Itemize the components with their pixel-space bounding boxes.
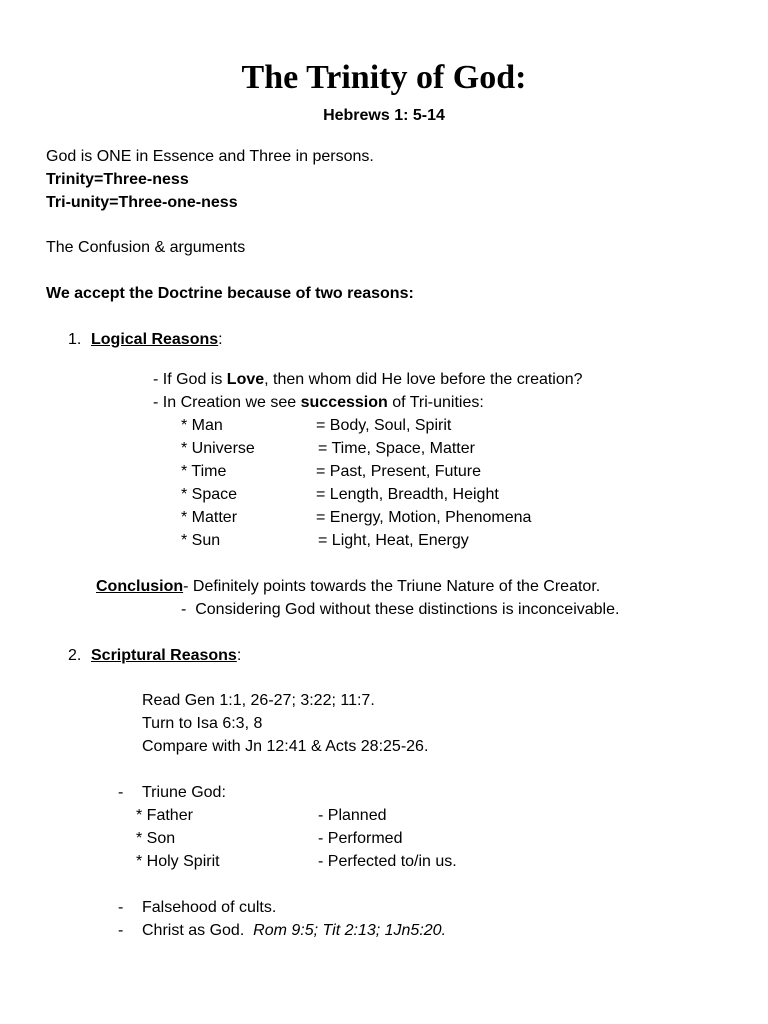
scripture-reference: Hebrews 1: 5-14: [323, 107, 445, 124]
section2-colon: :: [236, 647, 242, 664]
compare-line: Compare with Jn 12:41 & Acts 28:25-26.: [142, 738, 429, 755]
section1-number: 1.: [68, 331, 82, 348]
triune-god-label: Triune God:: [142, 784, 226, 801]
triunity-value: = Time, Space, Matter: [318, 440, 475, 457]
triunity-label: * Matter: [181, 509, 238, 526]
love-text-bold: Love: [226, 371, 265, 388]
intro-line-trinity: Trinity=Three-ness: [46, 171, 189, 188]
person-role: - Planned: [318, 807, 387, 824]
section1-colon: :: [218, 331, 223, 348]
page-title: The Trinity of God:: [241, 59, 527, 96]
conclusion-line-2: - Considering God without these distinctions is inconceivable.: [181, 601, 620, 618]
triunity-label: * Sun: [181, 532, 221, 549]
section2-heading-line: [91, 646, 241, 666]
love-text-c: , then whom did He love before the creation?: [264, 371, 583, 388]
two-reasons-heading: We accept the Doctrine because of two reasons:: [46, 285, 414, 302]
section2-number: 2.: [68, 647, 82, 664]
christ-text: Christ as God.: [142, 922, 254, 939]
christ-line: [142, 921, 446, 941]
person-label: * Holy Spirit: [136, 853, 220, 870]
dash-bullet: -: [118, 784, 124, 801]
person-role: - Perfected to/in us.: [318, 853, 457, 870]
triunity-value: = Length, Breadth, Height: [316, 486, 499, 503]
triunity-value: = Energy, Motion, Phenomena: [316, 509, 532, 526]
love-text-a: - If God is: [153, 371, 227, 388]
intro-line-triunity: Tri-unity=Three-one-ness: [46, 194, 238, 211]
triunity-label: * Space: [181, 486, 238, 503]
succession-text-bold: succession: [300, 394, 388, 411]
person-role: - Performed: [318, 830, 403, 847]
conclusion-label: Conclusion: [96, 578, 184, 595]
turn-line: Turn to Isa 6:3, 8: [142, 715, 263, 732]
succession-text-c: of Tri-unities:: [387, 394, 484, 411]
section1-heading: Logical Reasons: [91, 331, 219, 348]
succession-line: [153, 393, 484, 413]
succession-text-a: - In Creation we see: [153, 394, 301, 411]
dash-bullet: -: [118, 922, 124, 939]
triunity-value: = Light, Heat, Energy: [318, 532, 469, 549]
intro-line-essence: God is ONE in Essence and Three in persons.: [46, 148, 374, 165]
love-line: [153, 370, 583, 390]
section1-heading-line: [91, 330, 223, 350]
conclusion-text: - Definitely points towards the Triune Nature of the Creator.: [183, 578, 601, 595]
section2-heading: Scriptural Reasons: [91, 647, 237, 664]
triunity-label: * Man: [181, 417, 223, 434]
falsehood-line: Falsehood of cults.: [142, 899, 277, 916]
dash-bullet: -: [118, 899, 124, 916]
christ-references: Rom 9:5; Tit 2:13; 1Jn5:20.: [253, 922, 447, 939]
person-label: * Son: [136, 830, 176, 847]
triunity-value: = Past, Present, Future: [316, 463, 481, 480]
triunity-label: * Universe: [181, 440, 255, 457]
person-label: * Father: [136, 807, 193, 824]
intro-line-confusion: The Confusion & arguments: [46, 239, 246, 256]
triunity-value: = Body, Soul, Spirit: [316, 417, 452, 434]
conclusion-line: [96, 577, 600, 597]
read-line: Read Gen 1:1, 26-27; 3:22; 11:7.: [142, 692, 375, 709]
triunity-label: * Time: [181, 463, 227, 480]
